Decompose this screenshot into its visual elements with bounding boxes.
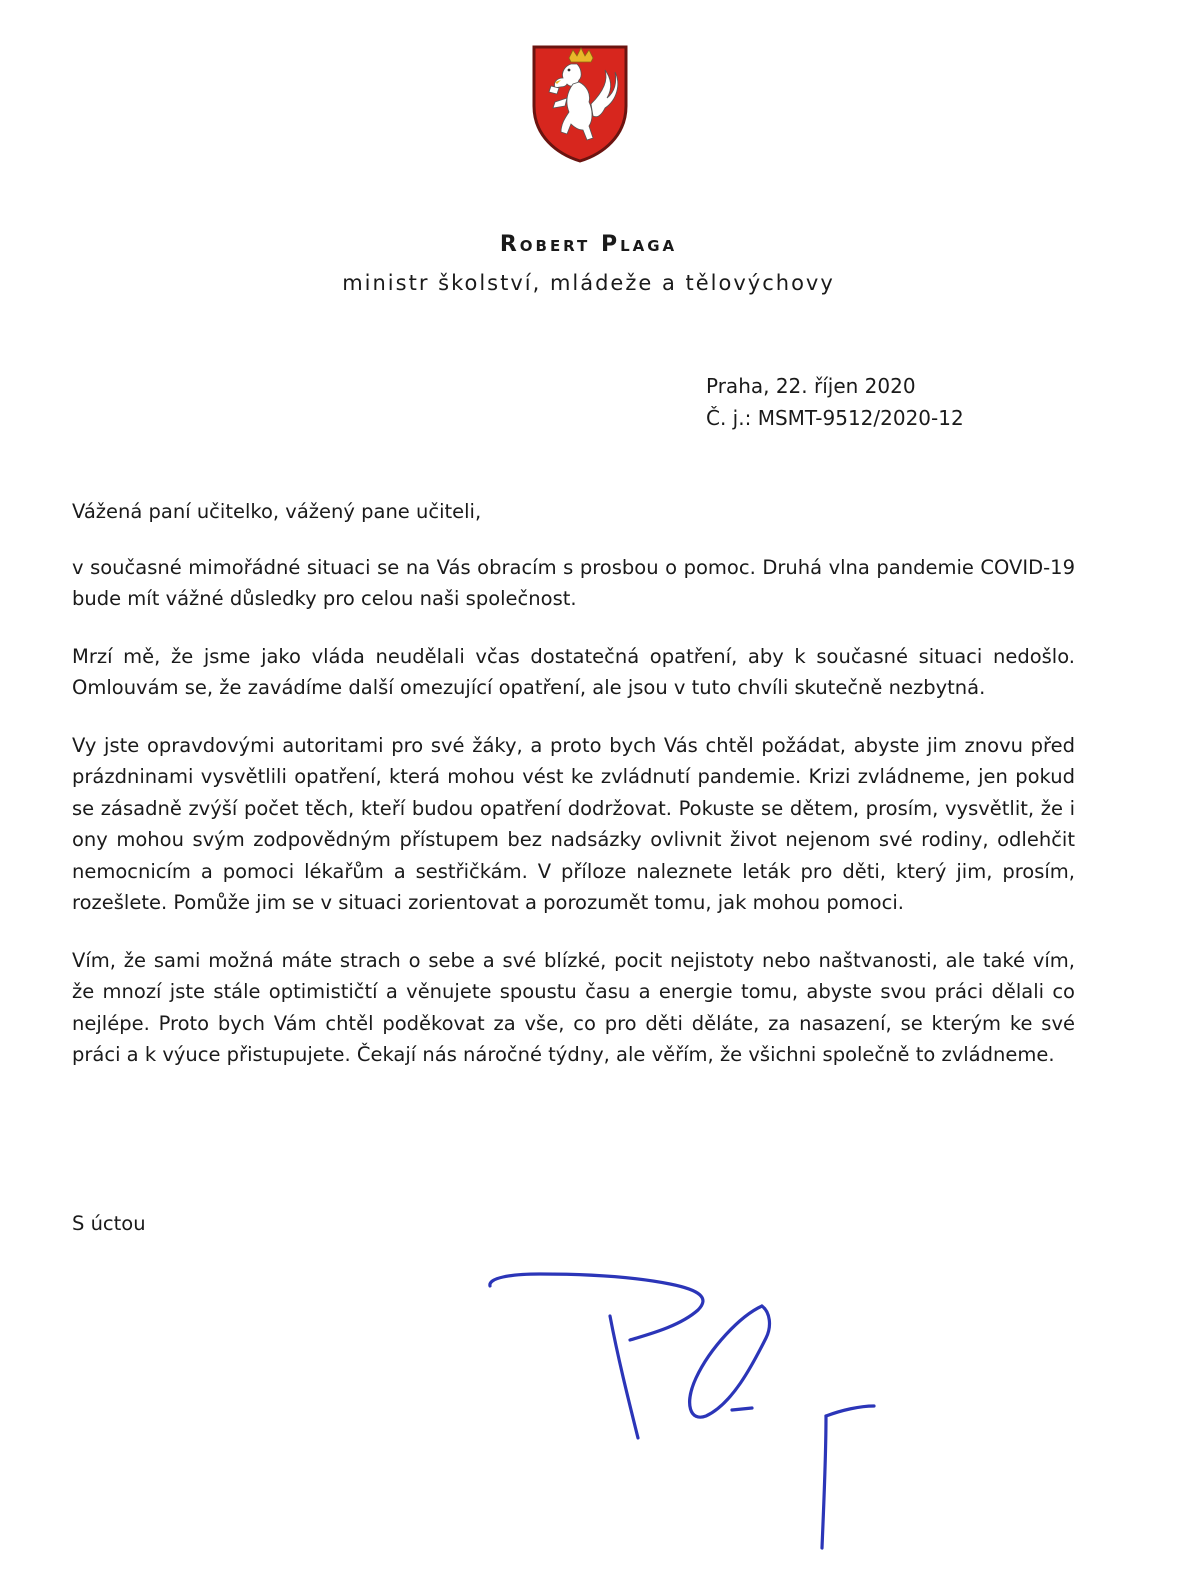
reference-number: Č. j.: MSMT-9512/2020-12: [706, 406, 964, 430]
salutation: Vážená paní učitelko, vážený pane učiteli,: [72, 500, 482, 523]
paragraph: Vy jste opravdovými autoritami pro své žáky, a proto bych Vás chtěl požádat, abyste jim znovu před prázdninami vysvětlili opatření, která mohou vést ke zvládnutí pandemie. Krizi zvládneme, jen pokud se zásadně zvýší počet těch, kteří budou opatření dodržovat. Pokuste se dětem, prosím, vysvětlit, že i ony mohou svým zodpovědným přístupem bez nadsázky ovlivnit život nejenom své rodiny, odlehčit nemocnicím a pomoci lékařům a sestřičkám. V příloze naleznete leták pro děti, který jim, prosím, rozešlete. Pomůže jim se v situaci zorientovat a porozumět tomu, jak mohou pomoci.: [72, 733, 1075, 914]
czech-coat-of-arms-icon: [531, 44, 629, 164]
letter-body: [72, 496, 1075, 1097]
place-date: Praha, 22. říjen 2020: [706, 374, 916, 398]
sender-title: ministr školství, mládeže a tělovýchovy: [342, 271, 835, 295]
paragraph: Mrzí mě, že jsme jako vláda neudělali včas dostatečná opatření, aby k současné situaci nedošlo. Omlouvám se, že zavádíme další omezující opatření, ale jsou v tuto chvíli skutečně nezbytná.: [72, 644, 1075, 699]
letter-meta: [706, 370, 964, 434]
paragraph: Vím, že sami možná máte strach o sebe a své blízké, pocit nejistoty nebo naštvanosti, ale také vím, že mnozí jste stále optimističtí a věnujete spoustu času a energie tomu, abyste svou práci dělali co nejlépe. Proto bych Vám chtěl poděkovat za vše, co pro děti děláte, za nasazení, se kterým ke své práci a k výuce přistupujete. Čekají nás náročné týdny, ale věřím, že všichni společně to zvládneme.: [72, 948, 1075, 1066]
paragraph: v současné mimořádné situaci se na Vás obracím s prosbou o pomoc. Druhá vlna pandemie COVID-19 bude mít vážné důsledky pro celou naši společnost.: [72, 555, 1075, 610]
sender-name: Robert Plaga: [499, 232, 678, 257]
closing: S úctou: [72, 1212, 146, 1235]
letterhead: [0, 232, 1177, 295]
handwritten-signature: [470, 1248, 890, 1563]
